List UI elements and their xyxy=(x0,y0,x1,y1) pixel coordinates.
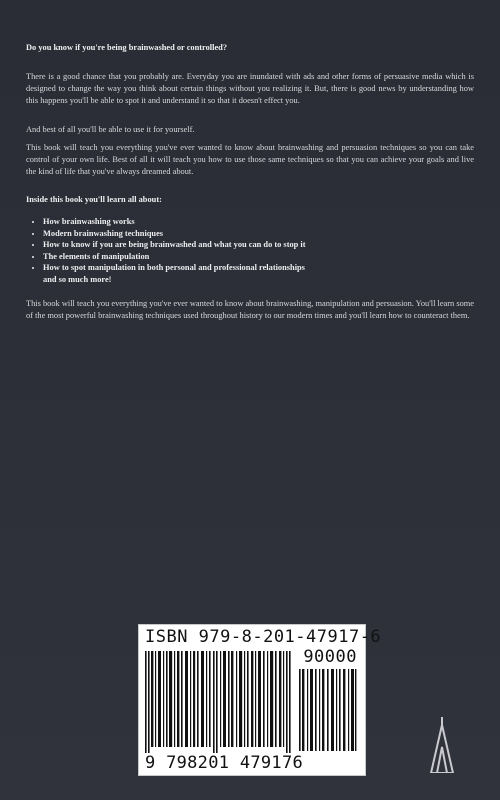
best-of-all-paragraph: And best of all you'll be able to use it for yourself. xyxy=(26,125,195,134)
isbn-barcode xyxy=(138,624,382,776)
price-code: 90000 xyxy=(303,647,357,667)
list-item: • How to know if you are being brainwashed and what you can do to stop it xyxy=(43,239,474,251)
list-item: • Modern brainwashing techniques xyxy=(43,228,474,240)
list-item: • The elements of manipulation xyxy=(43,251,474,263)
barcode-digits: 9 798201 479176 xyxy=(145,753,304,773)
list-item: • How to spot manipulation in both personal and professional relationships xyxy=(43,262,474,274)
price-bars xyxy=(299,669,357,751)
learn-heading: Inside this book you'll learn all about: xyxy=(26,195,162,204)
blurb-heading: Do you know if you're being brainwashed or controlled? xyxy=(26,43,228,52)
teach-paragraph: This book will teach you everything you've ever wanted to know about brainwashing and persuasion techniques so you can take control of your own life. Best of all it will teach you how to use those same techniques so that you can achieve your goals and live the kind of life that you've always dreamed about. xyxy=(26,143,474,176)
barcode-bars xyxy=(145,651,295,753)
blurb xyxy=(26,42,474,322)
isbn-label: ISBN 979-8-201-47917-6 xyxy=(145,627,382,647)
intro-paragraph: There is a good chance that you probably are. Everyday you are inundated with ads and other forms of persuasive media which is designed to change the way you think about certain things without you realizing it. But, there is good news by understanding how this happens you'll be able to spot it and understand it so that it doesn't effect you. xyxy=(26,72,474,105)
learn-list xyxy=(26,216,474,286)
list-item-continued: and so much more! xyxy=(43,274,112,284)
publisher-logo-icon xyxy=(429,715,455,773)
closing-paragraph: This book will teach you everything you've ever wanted to know about brainwashing, manipulation and persuasion. You'll learn some of the most powerful brainwashing techniques used throughout history to our modern times and you'll learn how to counteract them. xyxy=(26,298,474,320)
list-item: • How brainwashing works xyxy=(43,216,474,228)
